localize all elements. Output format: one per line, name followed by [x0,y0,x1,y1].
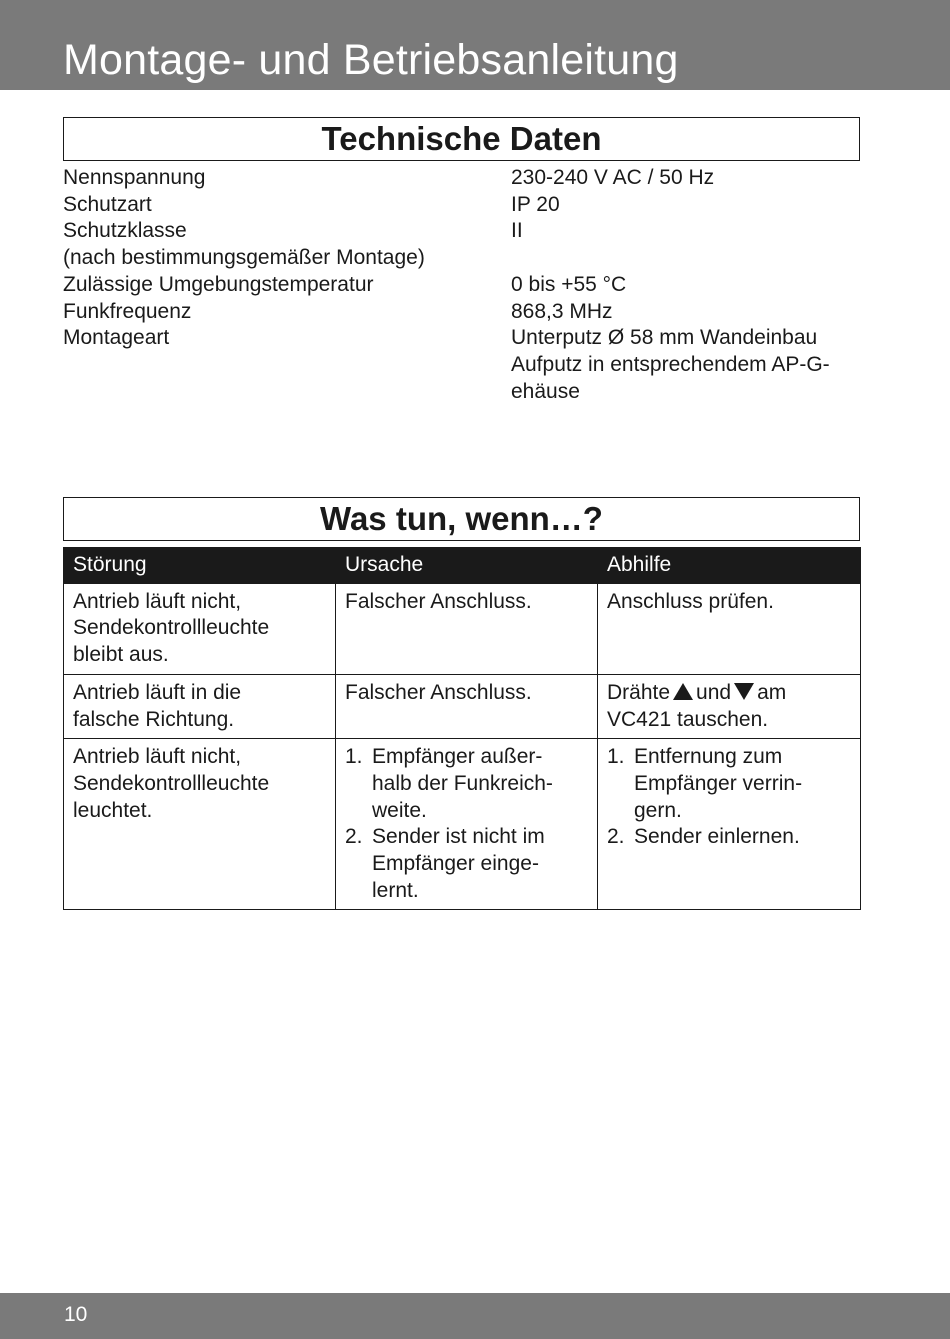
page-number: 10 [64,1303,88,1326]
list-text [634,744,851,824]
spec-row [63,192,860,219]
cell-line: leuchtet. [73,798,153,822]
spec-row [63,352,860,379]
spec-value: 230-240 V AC / 50 Hz [511,166,715,189]
cell-line: Empfänger außer- [372,745,543,769]
cell-ursache [336,674,598,738]
header-band [0,0,950,90]
spec-label: Zulässige Umgebungstemperatur [63,272,374,296]
spec-row [63,299,860,326]
list-number: 1. [345,745,363,769]
cell-line: Sender ist nicht im [372,825,545,849]
table-row [64,739,861,910]
spec-value: Aufputz in entsprechendem AP-G- [511,352,830,376]
cell-ursache [336,583,598,674]
list-item [345,824,588,904]
header-ursache: Ursache [336,547,598,583]
down-triangle-icon [734,683,754,700]
cell-line: Sendekontrollleuchte [73,771,270,795]
cell-text: und [696,680,732,704]
spec-label [63,352,511,379]
list-text [372,744,588,824]
cell-stoerung [64,674,336,738]
spec-label: (nach bestimmungsgemäßer Montage) [63,246,425,270]
header-stoerung: Störung [64,547,336,583]
table-row [64,583,861,674]
header-abhilfe: Abhilfe [598,547,861,583]
document-title: Montage- und Betriebsanleitung [63,36,679,84]
cell-line: falsche Richtung. [73,707,235,731]
spec-value: 0 bis +55 °C [511,272,627,296]
footer-band [0,1293,950,1339]
list-item [345,744,588,824]
list-number: 2. [607,825,625,849]
cell-line: bleibt aus. [73,643,169,667]
list-number: 2. [345,825,363,849]
troubleshooting-heading: Was tun, wenn…? [63,497,860,541]
cell-text: am [757,680,787,704]
spec-row [63,325,860,352]
cell-line: Sendekontrollleuchte [73,616,270,640]
cell-line: Anschluss prüfen. [607,589,774,613]
spec-label [63,379,511,406]
cell-line [607,680,851,707]
spec-value: 868,3 MHz [511,299,613,323]
spec-value: Unterputz Ø 58 mm Wandeinbau [511,326,818,350]
cell-stoerung [64,739,336,910]
table-row [64,674,861,738]
cell-line: VC421 tauschen. [607,707,769,731]
list-number: 1. [607,745,625,769]
spec-value: ehäuse [511,379,580,403]
cell-line: lernt. [372,878,419,902]
up-triangle-icon [673,683,693,700]
spec-row [63,272,860,299]
spec-row [63,218,860,245]
cell-line: Empfänger verrin- [634,771,803,795]
cell-line: gern. [634,798,682,822]
spec-value: II [511,219,523,243]
spec-label: Schutzklasse [63,219,187,243]
spec-row [63,379,860,406]
cell-abhilfe [598,739,861,910]
spec-label: Nennspannung [63,166,206,189]
list-item [607,744,851,824]
spec-label: Schutzart [63,192,152,216]
cell-line: halb der Funkreich- [372,771,553,795]
cell-line: Antrieb läuft nicht, [73,745,242,769]
remedy-list [607,744,851,851]
list-item [607,824,851,851]
cell-line: Antrieb läuft in die [73,680,242,704]
cell-stoerung [64,583,336,674]
spec-label: Montageart [63,326,170,350]
cell-abhilfe [598,583,861,674]
cell-line: Falscher Anschluss. [345,680,532,704]
cell-line: Falscher Anschluss. [345,589,532,613]
cell-line: Entfernung zum [634,745,783,769]
cell-line: Empfänger einge- [372,852,539,876]
spec-row [63,245,860,272]
cause-list [345,744,588,904]
cell-line: weite. [372,798,427,822]
spec-value: IP 20 [511,192,560,216]
troubleshooting-table [63,547,861,910]
cell-line: Sender einlernen. [634,825,800,849]
list-text [634,824,851,851]
list-text [372,824,588,904]
spec-label: Funkfrequenz [63,299,192,323]
cell-abhilfe [598,674,861,738]
spec-value [511,245,860,272]
cell-text: Drähte [607,680,671,704]
cell-line: Antrieb läuft nicht, [73,589,242,613]
cell-ursache [336,739,598,910]
spec-row [63,165,860,192]
technical-data-list [63,165,860,405]
table-header-row [64,547,861,583]
technical-data-heading: Technische Daten [63,117,860,161]
